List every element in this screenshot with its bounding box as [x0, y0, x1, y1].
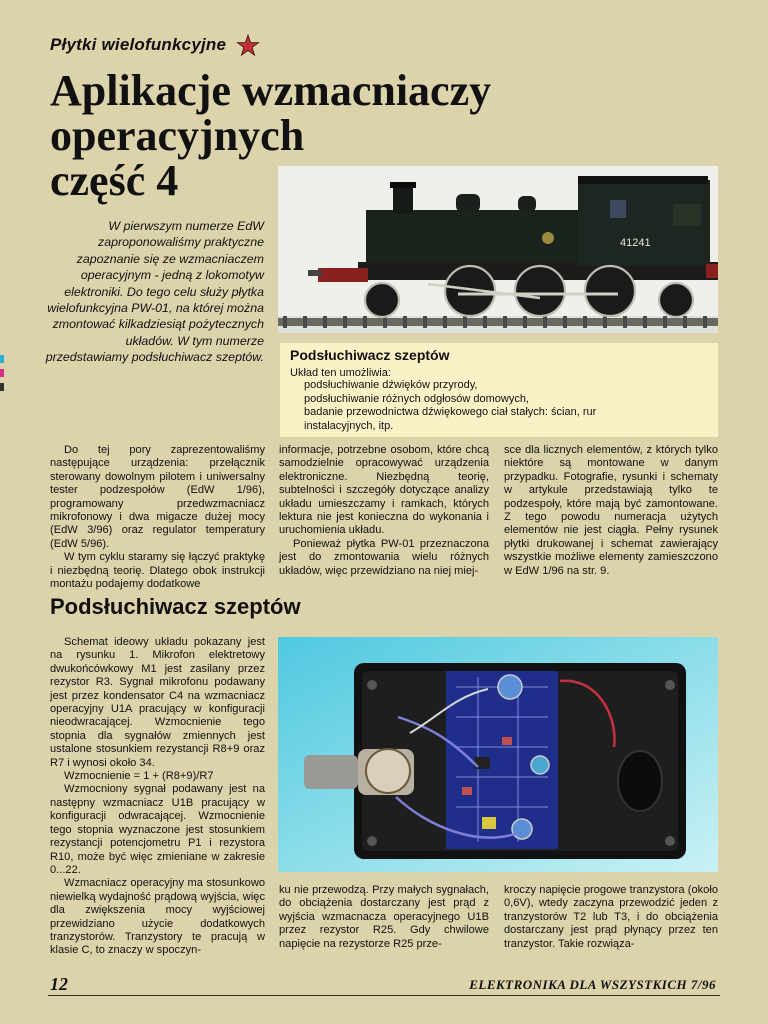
footer-divider	[48, 995, 720, 996]
section-heading: Podsłuchiwacz szeptów	[50, 594, 301, 619]
locomotive-photo	[278, 166, 718, 333]
body-column-2	[279, 444, 489, 578]
circuit-board-photo	[278, 637, 718, 872]
body-column-1	[50, 444, 265, 591]
paragraph: Schemat ideowy układu pokazany jest na rysunku 1. Mikrofon elektretowy dwukońcówkowy M1 jest zasilany przez rezystor R3. Sygnał mikrofonu podawany jest przez kondensator C4 na wzmacniacz operacyjny U1A pracujący w konfiguracji nieodwracającej. Wzmocnienie tego stopnia dla sygnałów zmiennych jest ustalone stosunkiem rezystancji R8+9 oraz R7 i wynosi około 34.	[50, 636, 265, 769]
paragraph: Wzmacniacz operacyjny ma stosunkowo niewielką wydajność prądową wyjścia, więc dla zwiększenia mocy wyjściowej przewidziano użycie dodatkowych tranzystorów. Tranzystory te pracują w klasie C, to znaczy w spoczyn-	[50, 877, 265, 957]
section-column-3	[504, 884, 718, 951]
feature-box-lead: Układ ten umożliwia:	[290, 367, 391, 379]
paragraph: Wzmocniony sygnał podawany jest na następny wzmacniacz U1B pracujący w konfiguracji odwracającej. Wzmocnienie tego stopnia wyznaczone jest stosunkiem rezystancji potencjometru P1 i rezystora R10, może być więc zmieniane w zakresie 0...22.	[50, 783, 265, 876]
list-item: instalacyjnych, itp.	[304, 419, 394, 432]
margin-color-marks	[0, 355, 4, 395]
paragraph: Do tej pory zaprezentowaliśmy następujące urządzenia: przełącznik sterowany dowolnym pilotem i uniwersalny tester podzespołów (EdW 1/96), programowany przedwzmacniacz mikrofonowy i dwa migacze dużej mocy (EdW 3/96) oraz regulator temperatury (EdW 5/96).	[50, 444, 265, 550]
paragraph: W tym cyklu staramy się łączyć praktykę i niezbędną teorię. Dlatego obok instrukcji montażu podajemy dodatkowe	[50, 551, 265, 591]
intro-paragraph: W pierwszym numerze EdW zaproponowaliśmy praktyczne zapoznanie się ze wzmacniaczem operacyjnym - jedną z lokomotyw elektroniki. Do tego celu służy płytka wielofunkcyjna PW-01, na której można zmontować kilkadziesiąt pożytecznych układów. W tym numerze przedstawiamy podsłuchiwacz szeptów.	[45, 219, 264, 365]
paragraph: kroczy napięcie progowe tranzystora (około 0,6V), wtedy zaczyna przewodzić jeden z tranzystorów T2 lub T3, i do obciążenia dostarczany jest prąd płynący przez ten tranzystor. Takie rozwiąza-	[504, 884, 718, 950]
body-column-3	[504, 444, 718, 578]
locomotive-number: 41241	[620, 237, 651, 249]
paragraph: informacje, potrzebne osobom, które chcą samodzielnie opracowywać urządzenia elektroniczne. Niezbędną teorię, subtelności i szczegóły dotyczące analizy układu umieszczamy i ramkach, których lektura nie jest konieczna do wykonania i uruchomienia układu.	[279, 444, 489, 537]
title-line-3: część 4	[50, 156, 179, 205]
page-number: 12	[50, 974, 68, 994]
paragraph: Ponieważ płytka PW-01 przeznaczona jest do zmontowania wielu różnych układów, więc przewidziano na niej miej-	[279, 537, 489, 577]
title-line-1: Aplikacje wzmacniaczy	[50, 66, 492, 115]
star-icon	[236, 34, 260, 58]
list-item: badanie przewodnictwa dźwiękowego ciał stałych: ścian, rur	[304, 406, 597, 419]
feature-box	[280, 343, 718, 437]
list-item: podsłuchiwanie dźwięków przyrody,	[304, 379, 478, 391]
section-column-1	[50, 636, 265, 958]
paragraph: ku nie przewodzą. Przy małych sygnałach, do obciążenia dostarczany jest prąd z wyjścia wzmacnacza operacyjnego U1B przez rezystor R25. Gdy chwilowe napięcie na rezystorze R25 prze-	[279, 884, 489, 950]
feature-list	[304, 379, 704, 433]
section-column-2	[279, 884, 489, 951]
formula: Wzmocnienie = 1 + (R8+9)/R7	[64, 770, 214, 783]
title-line-2: operacyjnych	[50, 111, 305, 160]
feature-box-title: Podsłuchiwacz szeptów	[290, 347, 450, 363]
magazine-issue: ELEKTRONIKA DLA WSZYSTKICH 7/96	[469, 977, 716, 992]
list-item: podsłuchiwanie różnych odgłosów domowych,	[304, 392, 530, 405]
section-tag: Płytki wielofunkcyjne	[50, 35, 227, 54]
paragraph: sce dla licznych elementów, z których tylko niektóre są montowane w danym przypadku. Fotografie, rysunki i schematy w artykule przedstawiają tylko te podzespoły, które mają być zamontowane. Z tego powodu numeracja użytych elementów nie jest ciągła. Pełny rysunek płytki drukowanej i schemat zawierający wszystkie możliwe elementy zamieszczono w EdW 1/96 na str. 9.	[504, 444, 718, 577]
